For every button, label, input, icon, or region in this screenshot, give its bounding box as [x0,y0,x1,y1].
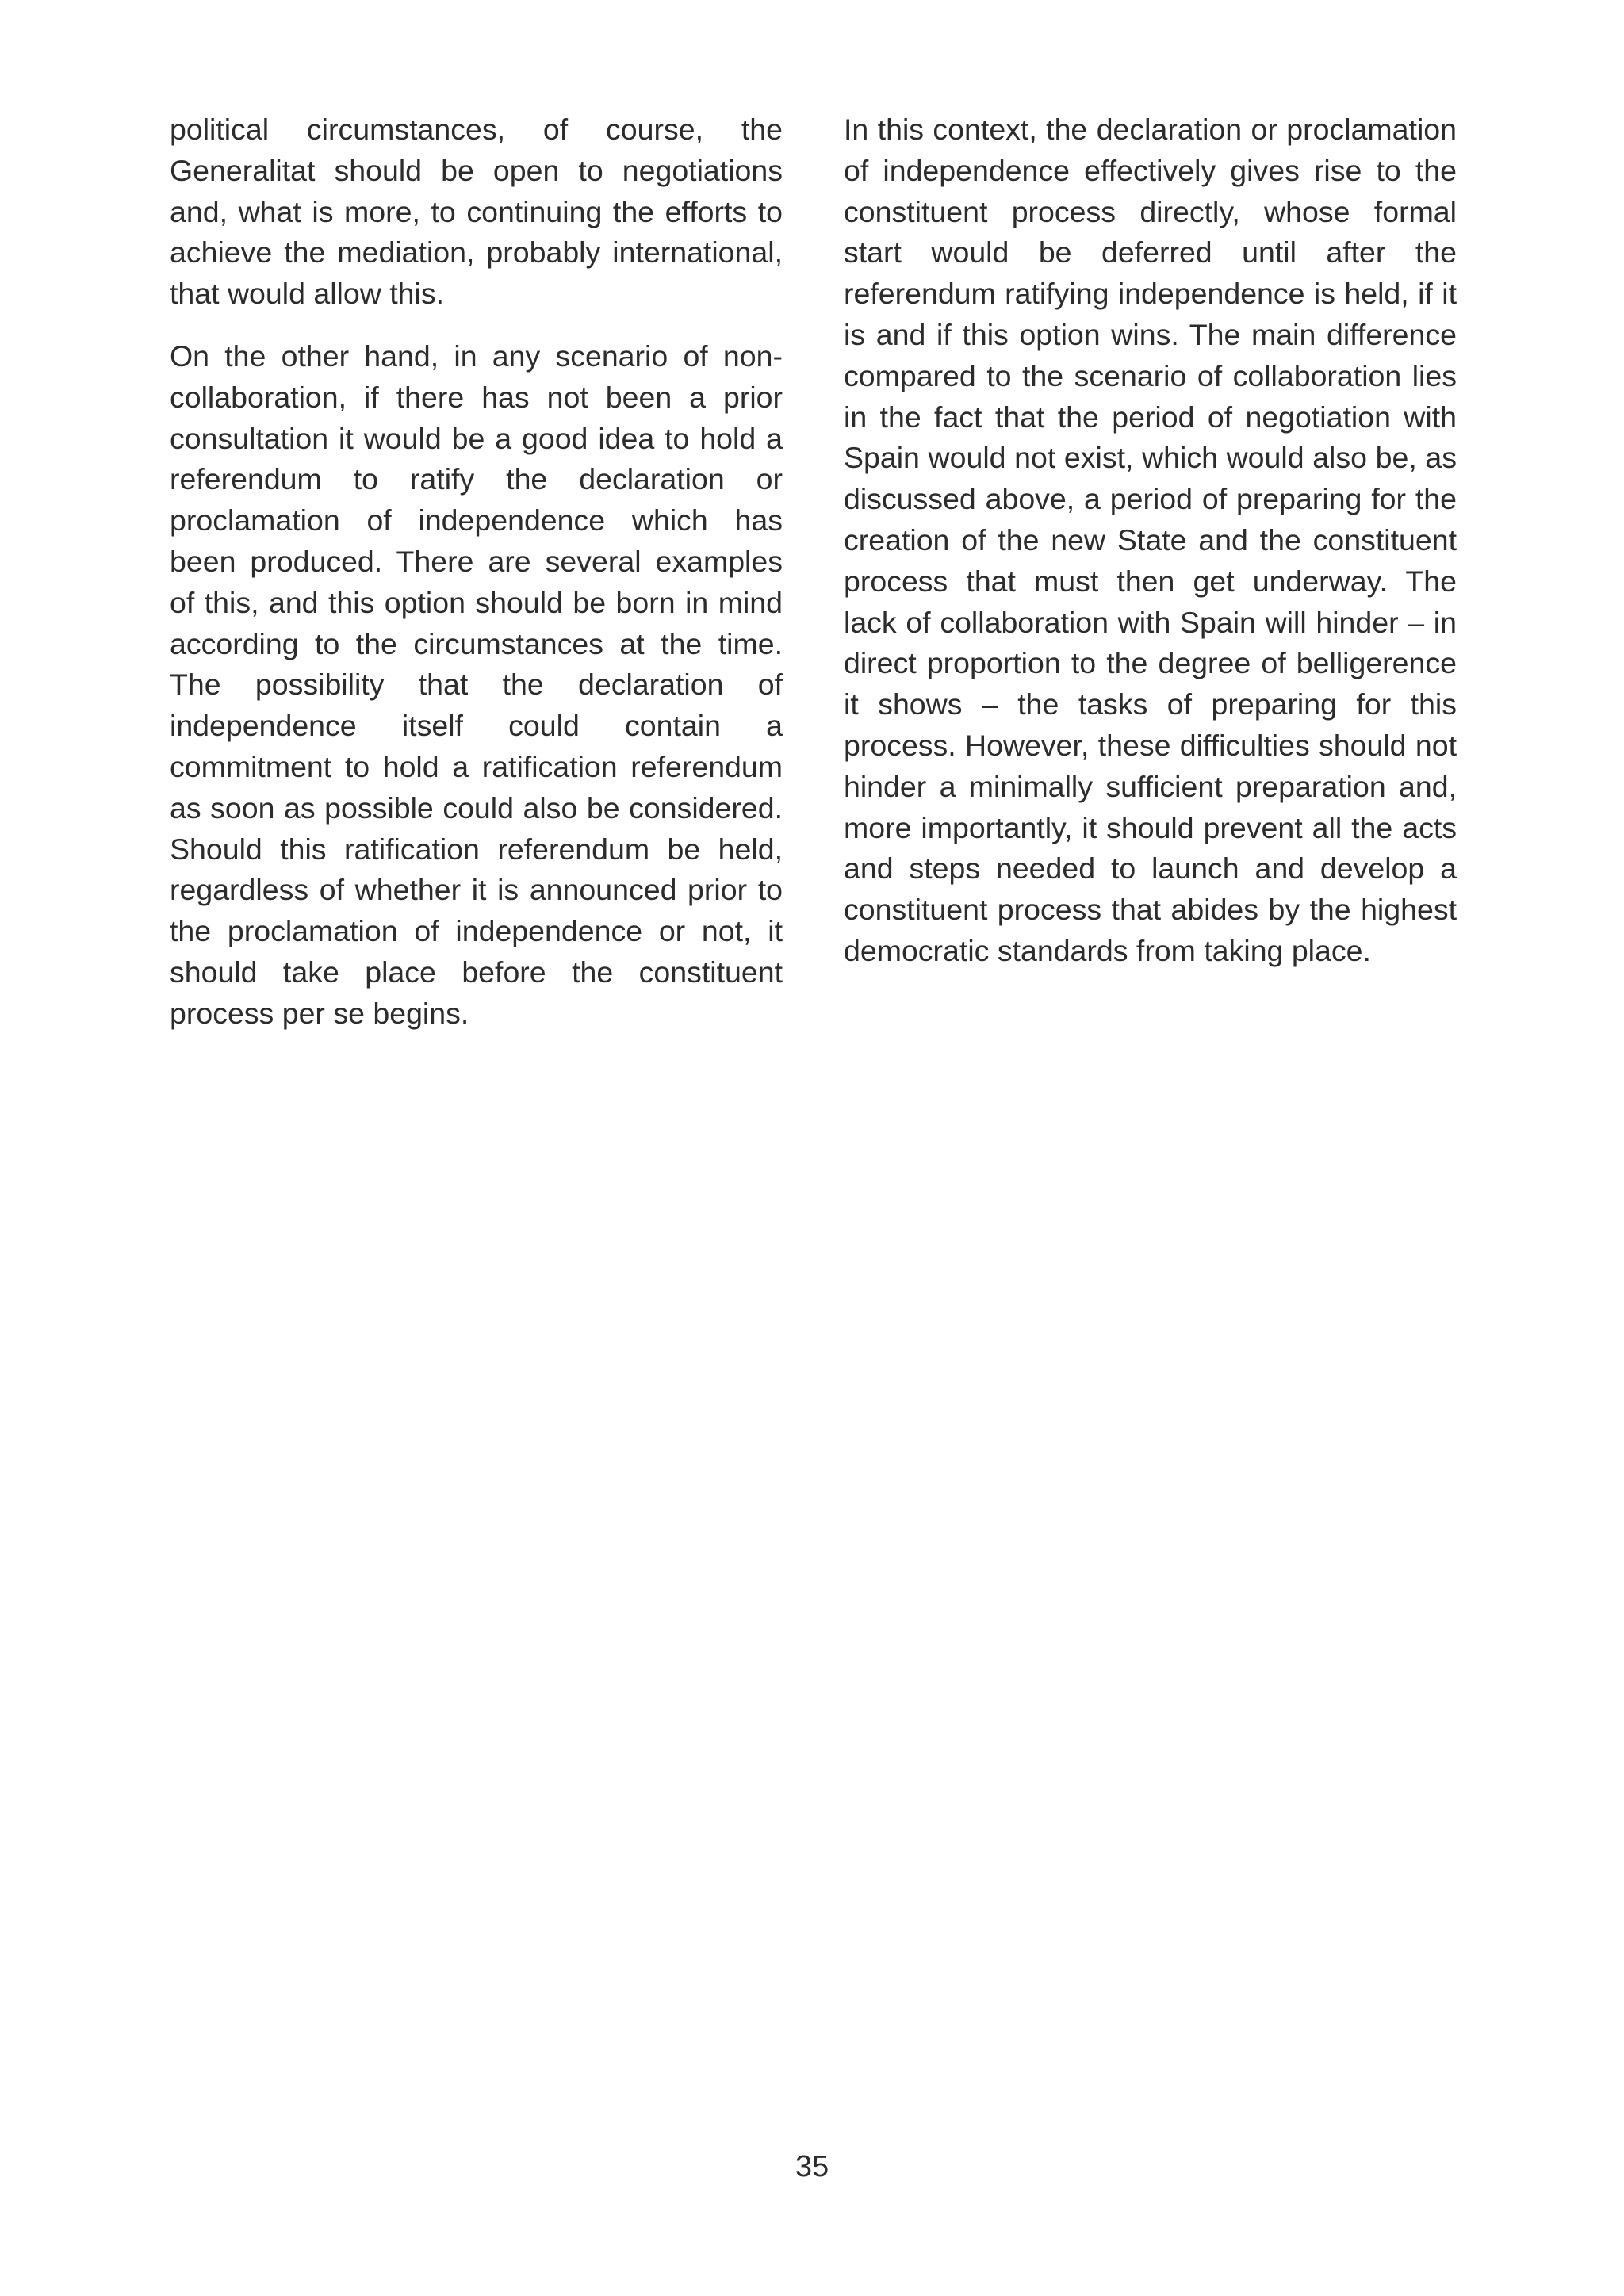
paragraph: On the other hand, in any scenario of non-collaboration, if there has not been a prior consultation it would be a good idea to hold a referendum to ratify the declaration or proclamation of independence which has been produced. There are several examples of this, and this option should be born in mind according to the circumstances at the time. The possibility that the declaration of independence itself could contain a commitment to hold a ratification referendum as soon as possible could also be considered. Should this ratification referendum be held, regardless of whether it is announced prior to the proclamation of independence or not, it should take place before the constituent process per se begins. [170,339,783,1030]
right-text-column [844,109,1457,993]
page-number: 35 [795,2150,829,2183]
paragraph: political circumstances, of course, the Generalitat should be open to negotiations and, what is more, to continuing the efforts to achieve the mediation, probably international, that would allow this. [170,113,783,311]
paragraph: In this context, the declaration or proclamation of independence effectively gives rise to the constituent process directly, whose formal start would be deferred until after the referendum ratifying independence is held, if it is and if this option wins. The main difference compared to the scenario of collaboration lies in the fact that the period of negotiation with Spain would not exist, which would also be, as discussed above, a period of preparing for the creation of the new State and the constituent process that must then get underway. The lack of collaboration with Spain will hinder – in direct proportion to the degree of belligerence it shows – the tasks of preparing for this process. However, these difficulties should not hinder a minimally sufficient preparation and, more importantly, it should prevent all the acts and steps needed to launch and develop a constituent process that abides by the highest democratic standards from taking place. [844,113,1457,967]
left-text-column [170,109,783,1056]
